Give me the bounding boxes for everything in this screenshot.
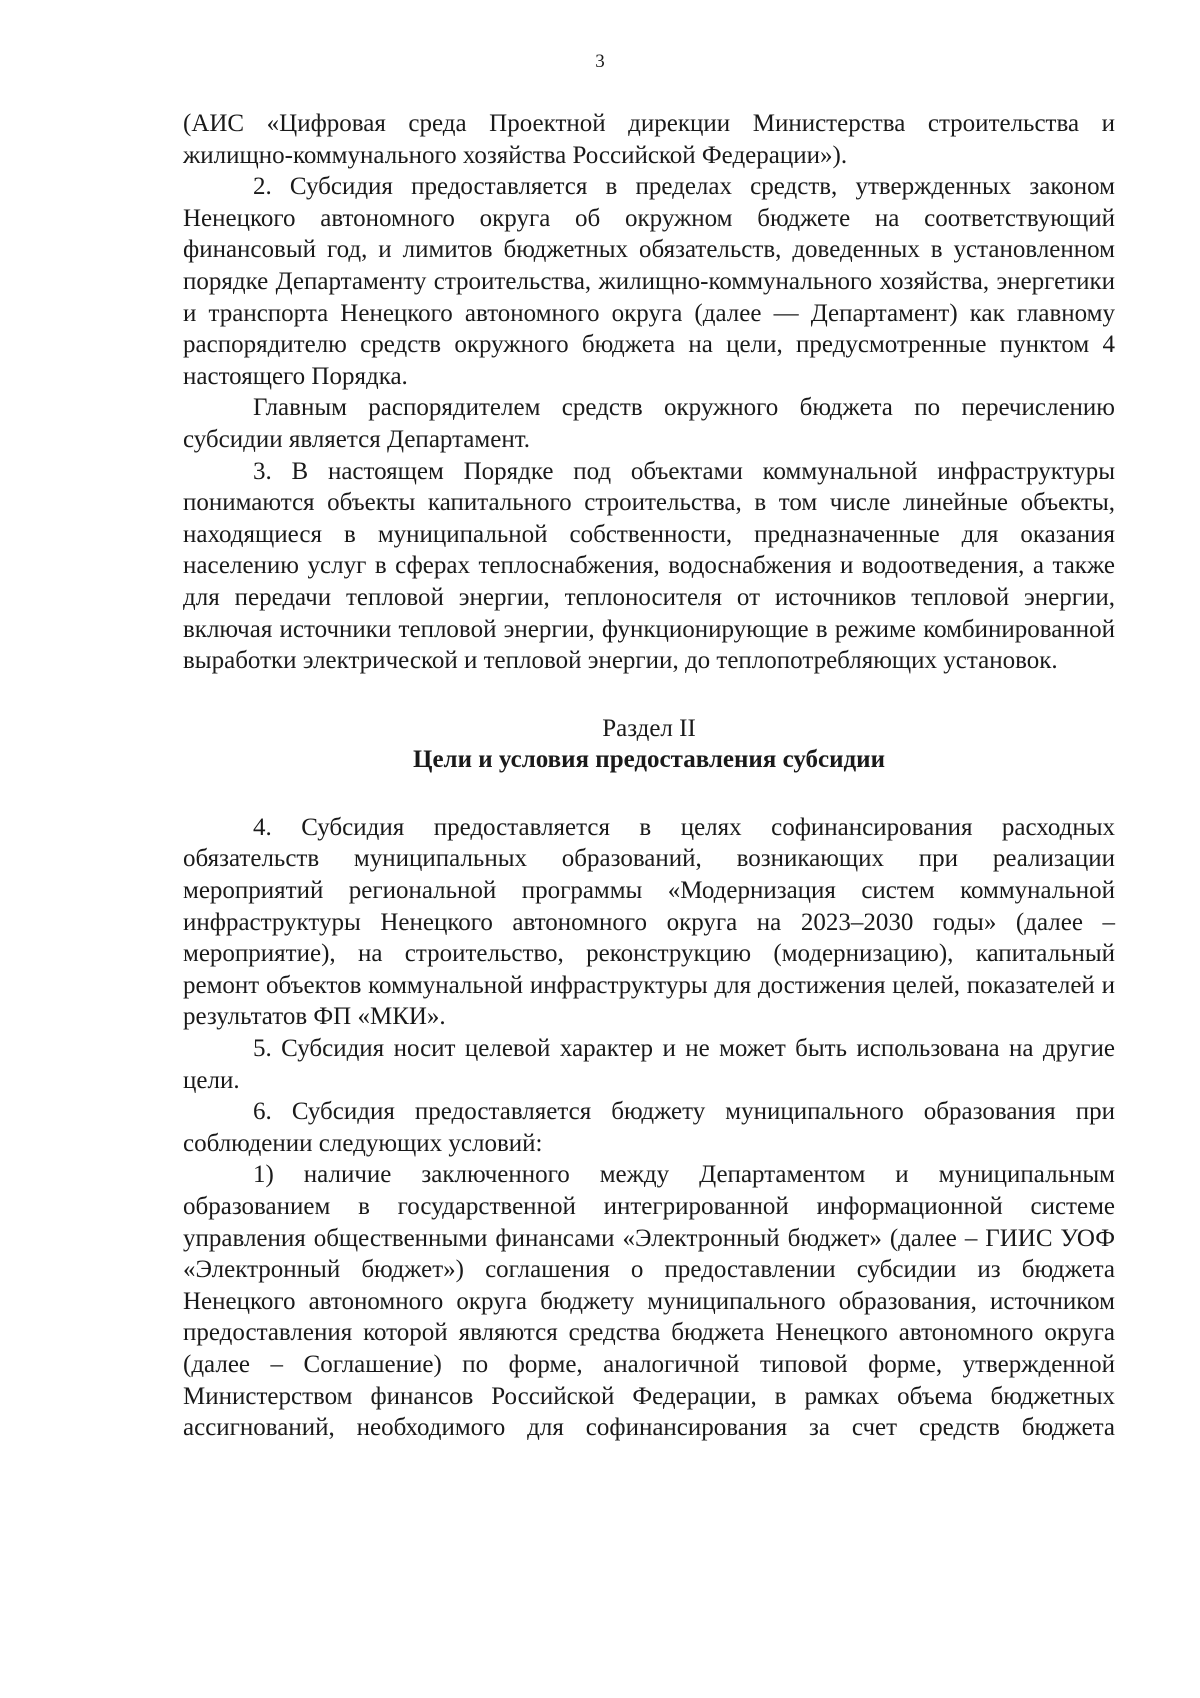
page-number: 3 <box>595 51 605 72</box>
paragraph-main-administrator: Главным распорядителем средств окружного бюджета по перечислению субсидии является Департамент. <box>183 394 1115 453</box>
section-label: Раздел II <box>602 714 696 742</box>
paragraph-item-4: 4. Субсидия предоставляется в целях софинансирования расходных обязательств муниципальных образований, возникающих при реализации мероприятий региональной программы «Модернизация систем коммунальной инфраструктуры Ненецкого автономного округа на 2023–2030 годы» (далее – мероприятие), на строительство, реконструкцию (модернизацию), капитальный ремонт объектов коммунальной инфраструктуры для достижения целей, показателей и результатов ФП «МКИ». <box>183 813 1115 1031</box>
paragraph-ais-continuation: (АИС «Цифровая среда Проектной дирекции Министерства строительства и жилищно-коммунального хозяйства Российской Федерации»). <box>183 110 1115 169</box>
paragraph-item-5: 5. Субсидия носит целевой характер и не может быть использована на другие цели. <box>183 1035 1115 1094</box>
paragraph-item-3: 3. В настоящем Порядке под объектами коммунальной инфраструктуры понимаются объекты капитального строительства, в том числе линейные объекты, находящиеся в муниципальной собственности, предназначенные для оказания населению услуг в сферах теплоснабжения, водоснабжения и водоотведения, а также для передачи тепловой энергии, теплоносителя от источников тепловой энергии, включая источники тепловой энергии, функционирующие в режиме комбинированной выработки электрической и тепловой энергии, до теплопотребляющих установок. <box>183 457 1115 675</box>
document-body <box>183 108 1115 1444</box>
section-title: Цели и условия предоставления субсидии <box>413 746 885 774</box>
paragraph-item-2: 2. Субсидия предоставляется в пределах средств, утвержденных законом Ненецкого автономного округа об окружном бюджете на соответствующий финансовый год, и лимитов бюджетных обязательств, доведенных в установленном порядке Департаменту строительства, жилищно-коммунального хозяйства, энергетики и транспорта Ненецкого автономного округа (далее — Департамент) как главному распорядителю средств окружного бюджета на цели, предусмотренные пунктом 4 настоящего Порядка. <box>183 173 1115 390</box>
paragraph-item-6-1: 1) наличие заключенного между Департаментом и муниципальным образованием в государственной интегрированной информационной системе управления общественными финансами «Электронный бюджет» (далее – ГИИС УОФ «Электронный бюджет») соглашения о предоставлении субсидии из бюджета Ненецкого автономного округа бюджету муниципального образования, источником предоставления которой являются средства бюджета Ненецкого автономного округа (далее – Соглашение) по форме, аналогичной типовой форме, утвержденной Министерством финансов Российской Федерации, в рамках объема бюджетных ассигнований, необходимого для софинансирования за счет средств бюджета <box>183 1161 1115 1442</box>
paragraph-item-6: 6. Субсидия предоставляется бюджету муниципального образования при соблюдении следующих условий: <box>183 1098 1115 1157</box>
section-heading <box>183 713 1115 776</box>
